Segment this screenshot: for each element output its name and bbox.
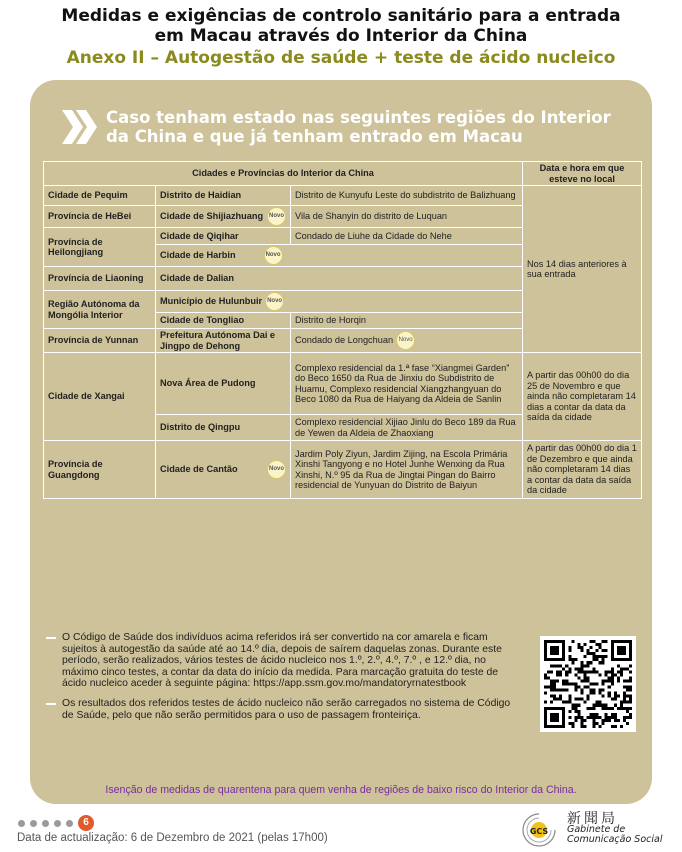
novo-badge: Novo <box>265 292 284 311</box>
gcs-logo <box>505 806 675 850</box>
gcs-logo-icon <box>521 812 557 848</box>
city-cell: Nova Área de Pudong <box>156 353 291 415</box>
region-cell: Cidade de Xangai <box>44 353 156 441</box>
city-cell: Distrito de Qingpu <box>156 415 291 441</box>
page-dot[interactable] <box>54 820 61 827</box>
header-period: Data e hora em que esteve no local <box>523 162 642 186</box>
period-cell: Nos 14 dias anteriores à sua entrada <box>523 186 642 353</box>
exemption-note: Isenção de medidas de quarentena para quem venha de regiões de baixo risco do Interior da China. <box>105 784 577 796</box>
novo-badge: Novo <box>264 246 283 265</box>
note-text: Os resultados dos referidos testes de ácido nucleico não serão carregados no sistema de Código de Saúde, pelo que não serão permitidos para o uso de passagem fronteiriça. <box>62 697 511 721</box>
place-cell: Vila de Shanyin do distrito de Luquan <box>291 206 523 228</box>
city-cell: Cidade de Qiqihar <box>156 228 291 245</box>
city-cell: Cidade de Dalian <box>156 267 523 291</box>
novo-badge: Novo <box>267 207 286 226</box>
period-cell: A partir das 00h00 do dia 1 de Dezembro e que ainda não completaram 14 dias a contar da data da saída da cidade <box>523 441 642 499</box>
page-dot[interactable] <box>30 820 37 827</box>
region-cell: Província de Heilongjiang <box>44 228 156 267</box>
svg-text:GCS: GCS <box>529 827 549 836</box>
city-cell <box>156 206 291 228</box>
note-item <box>46 632 518 690</box>
current-page-badge[interactable]: 6 <box>78 815 94 831</box>
place-cell: Complexo residencial Xijiao Jinlu do Beco 189 da Rua de Yewen da Aldeia de Zhaoxiang <box>291 415 523 441</box>
place-cell: Distrito de Horqin <box>291 313 523 329</box>
city-name: Cidade de Harbin <box>160 249 236 260</box>
region-cell: Província de Liaoning <box>44 267 156 291</box>
logo-chinese: 新聞局 <box>567 811 618 827</box>
table-row <box>44 441 642 499</box>
logo-portuguese <box>567 825 662 845</box>
region-cell: Cidade de Pequim <box>44 186 156 206</box>
dash-bullet-icon <box>46 703 56 705</box>
page-dot[interactable] <box>66 820 73 827</box>
qr-code-icon <box>544 640 632 728</box>
note-item <box>46 698 518 721</box>
note-text: O Código de Saúde dos indivíduos acima referidos irá ser convertido na cor amarela e ficam sujeitos à autogestão da saúde até ao 14.º dia, depois de saírem daquelas zonas. Durante este período, serão realizados, vários testes de ácido nucleico nos 1.º, 2.º, 4.º, 7.º , e 12.º dia, no máximo cinco testes, a contar da data do início da medida. Para marcação gratuita do teste de ácido nucleico aceder à seguinte página: https://app.ssm.gov.mo/mandatoryrnatestbook <box>62 632 502 690</box>
regions-table <box>43 161 642 499</box>
page-dot[interactable] <box>18 820 25 827</box>
banner-line1: Caso tenham estado nas seguintes regiões do Interior <box>106 108 611 127</box>
qr-code[interactable] <box>540 636 636 732</box>
city-name: Distrito de Haidian <box>160 190 242 201</box>
city-cell: Prefeitura Autónoma Dai e Jingpo de Dehong <box>156 329 291 353</box>
region-cell: Província de Yunnan <box>44 329 156 353</box>
logo-line2: Comunicação Social <box>567 834 663 845</box>
place-name: Condado de Longchuan <box>295 334 394 345</box>
novo-badge: Novo <box>396 331 415 350</box>
page-dot[interactable] <box>42 820 49 827</box>
notes-list <box>46 632 518 729</box>
table-header-row <box>44 162 642 186</box>
double-chevron-icon <box>62 110 98 144</box>
page-title-line1: Medidas e exigências de controlo sanitário para a entrada <box>61 6 621 26</box>
pagination <box>18 815 94 831</box>
city-cell <box>156 245 523 267</box>
page-title-line2: em Macau através do Interior da China <box>154 26 528 46</box>
region-cell: Província de Guangdong <box>44 441 156 499</box>
page-subtitle: Anexo II – Autogestão de saúde + teste de ácido nucleico <box>66 48 616 68</box>
region-cell: Província de HeBei <box>44 206 156 228</box>
city-cell: Cidade de Tongliao <box>156 313 291 329</box>
city-name: Município de Hulunbuir <box>160 295 263 306</box>
banner-text <box>106 108 646 146</box>
place-cell: Complexo residencial da 1.ª fase “Xiangmei Garden” do Beco 1650 da Rua de Jinxiu do Subdistrito de Huamu, Complexo residencial Xiangzhangyuan do Beco 1080 da Rua de Haiyang da Aldeia de Sanlin <box>291 353 523 415</box>
place-cell: Jardim Poly Ziyun, Jardim Zijing, na Escola Primária Xinshi Tangyong e no Hotel Junhe Wenxing da Rua Xinshi, N.º 95 da Rua de Jingtai Pingan do Bairro residencial de Yunyuan do Distrito de Baiyun <box>291 441 523 499</box>
table-row <box>44 353 642 415</box>
place-cell: Condado de Liuhe da Cidade do Nehe <box>291 228 523 245</box>
city-name: Cidade de Shijiazhuang <box>160 211 264 222</box>
city-name: Cidade de Cantão <box>160 464 238 475</box>
header-places: Cidades e Províncias do Interior da China <box>44 162 523 186</box>
logo-line1: Gabinete de <box>567 824 626 835</box>
place-cell <box>291 329 523 353</box>
city-cell <box>156 186 291 206</box>
dash-bullet-icon <box>46 637 56 639</box>
update-date: Data de actualização: 6 de Dezembro de 2021 (pelas 17h00) <box>17 832 328 844</box>
period-cell: A partir das 00h00 do dia 25 de Novembro e que ainda não completaram 14 dias a contar da data da saída da cidade <box>523 353 642 441</box>
city-cell <box>156 291 523 313</box>
table-row <box>44 186 642 206</box>
place-cell: Distrito de Kunyufu Leste do subdistrito de Balizhuang <box>291 186 523 206</box>
region-cell: Região Autónoma da Mongólia Interior <box>44 291 156 329</box>
city-cell <box>156 441 291 499</box>
novo-badge: Novo <box>267 460 286 479</box>
title-block <box>0 6 682 69</box>
banner-line2: da China e que já tenham entrado em Macau <box>106 127 523 146</box>
